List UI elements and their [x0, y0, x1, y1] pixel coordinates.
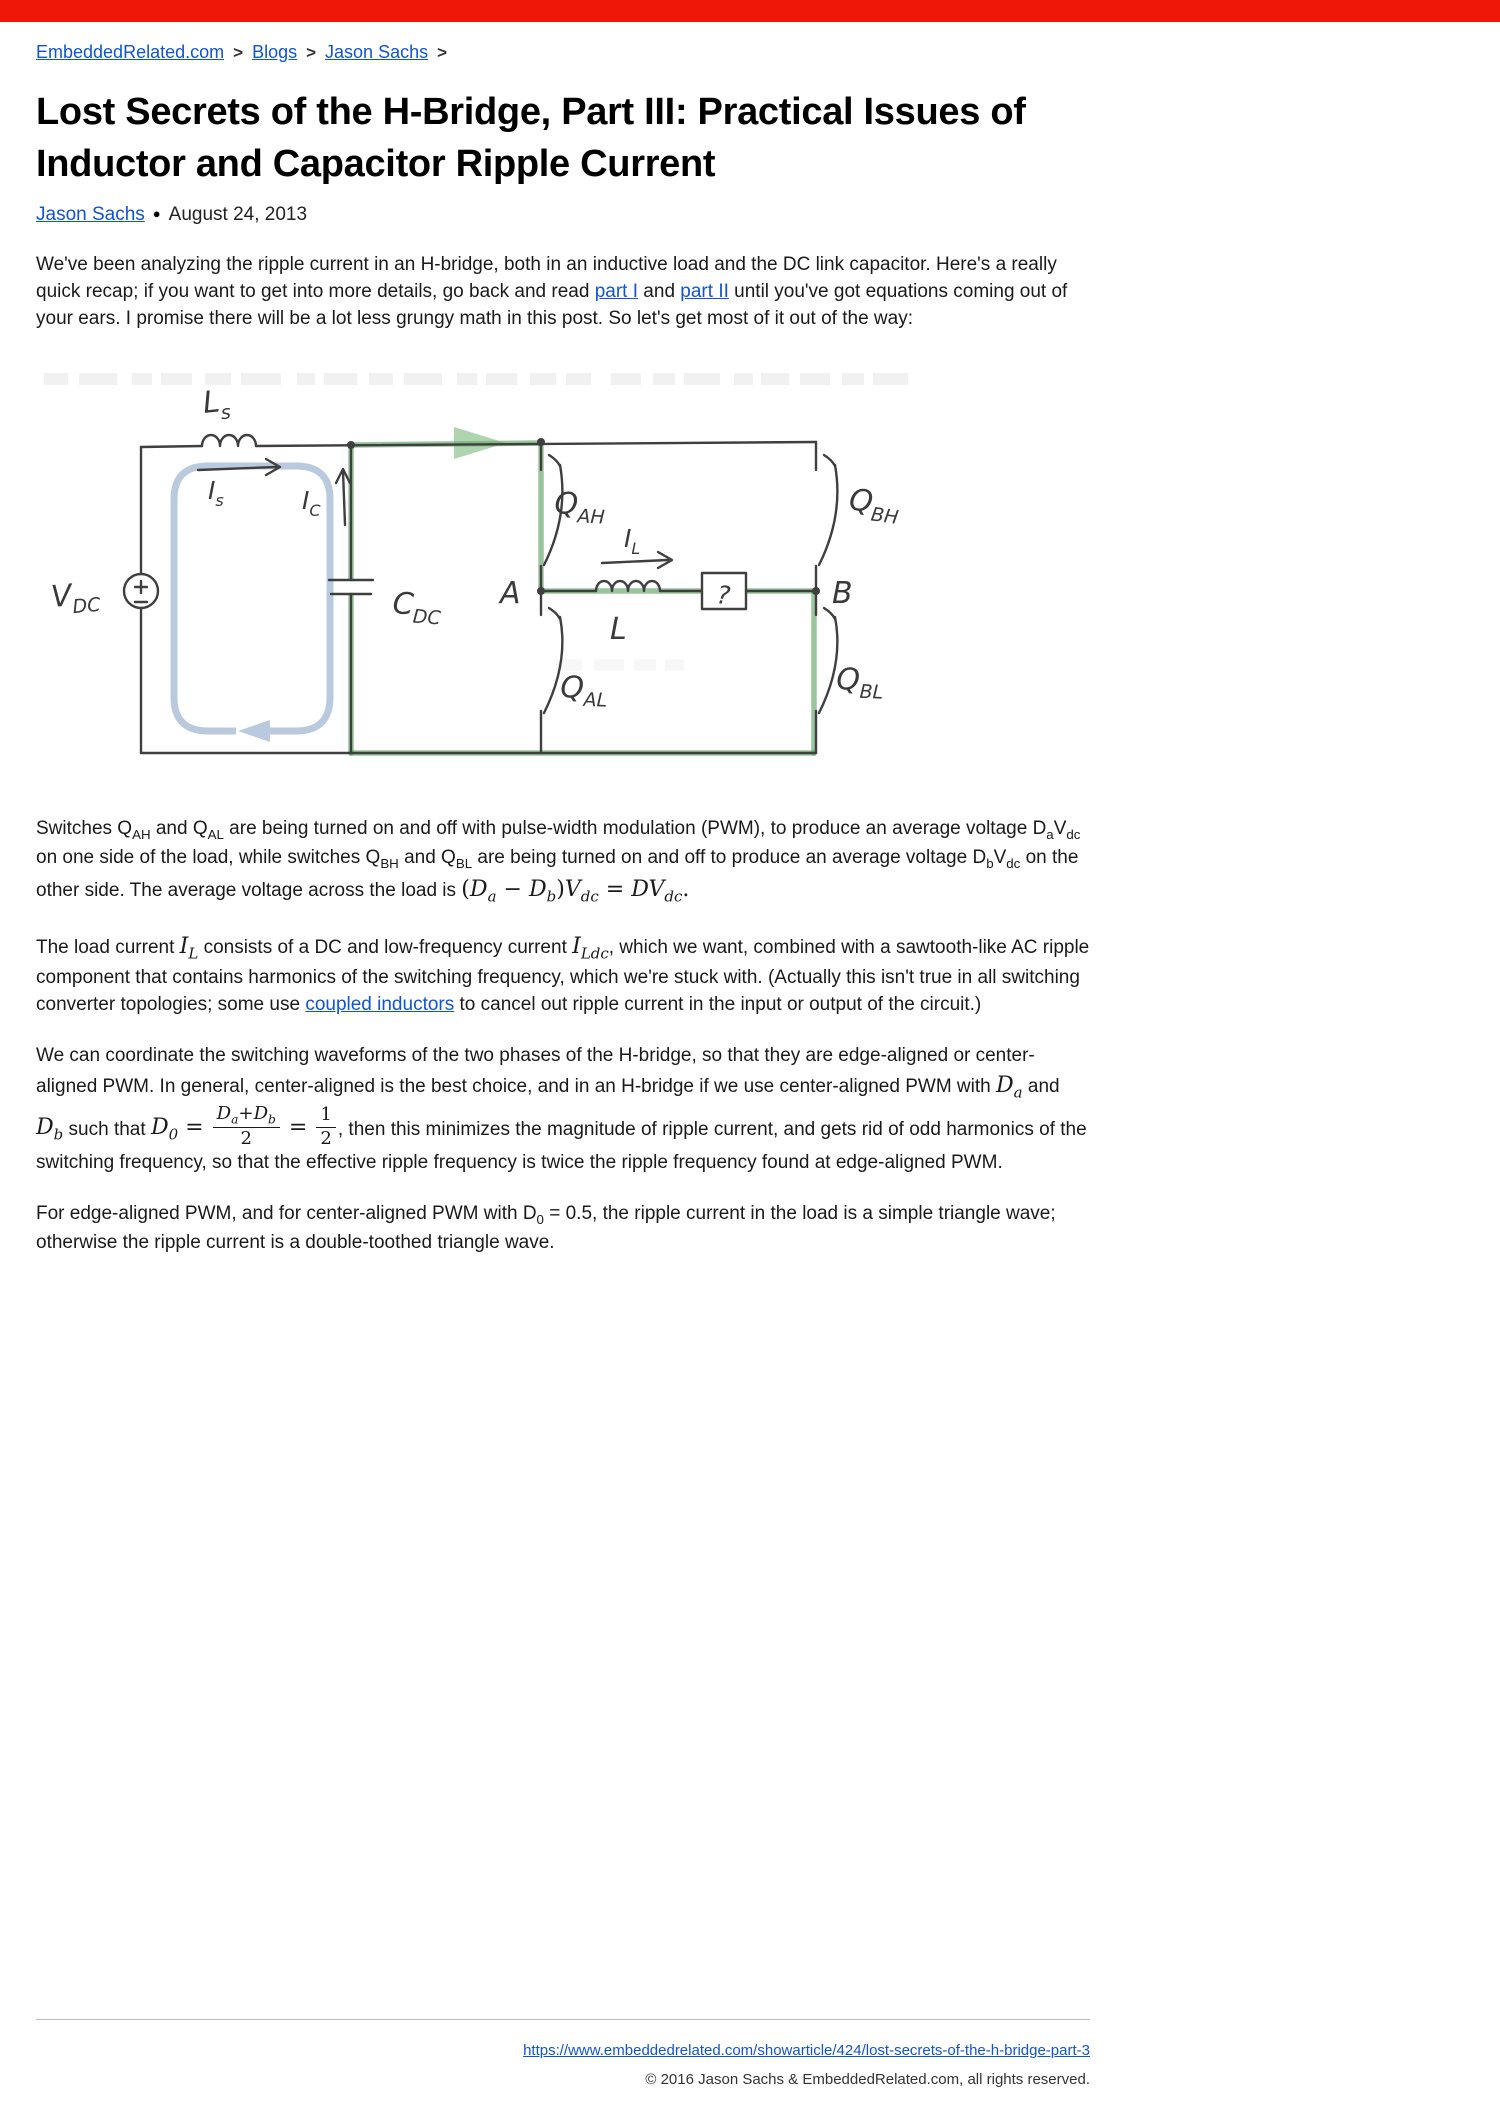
qbh-label: $Q_{BH}$	[846, 482, 900, 530]
il-label: $I_L$	[624, 524, 641, 559]
node-b-label: B	[832, 576, 853, 612]
subscript: dc	[1066, 827, 1081, 843]
paragraph-4: For edge-aligned PWM, and for center-aligned PWM with $D_0 = 0.5$, the ripple current in the load is a simple triangle wave; otherwise the ripple current is a double-toothed triangle wave.	[36, 1203, 1056, 1253]
breadcrumb-link-home[interactable]: EmbeddedRelated.com	[36, 42, 225, 62]
chevron-right-icon: >	[437, 43, 448, 62]
inline-math: $I_L$	[179, 934, 199, 963]
ls-label: $L_s$	[201, 384, 232, 425]
source-plus-sign	[135, 581, 147, 593]
inductor-l-label: L	[610, 612, 627, 648]
inline-link[interactable]: part I	[594, 281, 639, 303]
footer-divider	[36, 2019, 1090, 2020]
cdc-label: $C_{DC}$	[391, 586, 442, 630]
inline-link[interactable]: part II	[680, 281, 729, 303]
paragraph-2: The load current $I_L$ consists of a DC and low-frequency current $I_{Ldc}$, which we want, combined with a sawtooth-like AC ripple component that contains harmonics of the switching frequency, which we're stuck with. (Actually this isn't true in all switching converter topologies; some use coupled inductors to cancel out ripple current in the input or output of the circuit.)	[36, 934, 1090, 1015]
page-title: Lost Secrets of the H-Bridge, Part III: Practical Issues of Inductor and Capacitor Ripple Current	[36, 91, 1026, 185]
bullet-separator: ●	[152, 206, 161, 222]
node-a-label: A	[500, 576, 521, 612]
subscript: 0	[536, 1211, 544, 1227]
ic-arrow	[343, 471, 345, 525]
footer	[0, 2019, 1500, 2114]
figure-labels	[50, 384, 903, 712]
breadcrumb-link-blogs[interactable]: Blogs	[252, 42, 298, 62]
subscript: a	[1046, 827, 1054, 843]
switch-qbl-blade	[819, 617, 837, 713]
il-arrow	[602, 560, 668, 563]
ic-label: $I_C$	[302, 486, 321, 521]
publish-date: August 24, 2013	[168, 204, 308, 226]
intro-paragraphs	[36, 252, 1090, 333]
subscript: BH	[380, 855, 399, 871]
inline-link[interactable]: coupled inductors	[305, 993, 455, 1015]
paragraph-0: We've been analyzing the ripple current in an H-bridge, both in an inductive load and the DC link capacitor. Here's a really quick recap; if you want to get into more details, go back and read part I and part II until you've got equations coming out of your ears. I promise there will be a lot less grungy math in this post. So let's get most of it out of the way:	[36, 254, 1068, 330]
body-paragraphs	[36, 816, 1090, 1256]
is-label: $I_s$	[208, 476, 224, 511]
chevron-right-icon: >	[233, 43, 244, 62]
top-red-bar	[0, 0, 1500, 22]
inline-math: $I_{Ldc}$	[572, 934, 609, 963]
pencil-wires	[124, 435, 837, 753]
inline-math: $D_a$	[996, 1072, 1023, 1102]
inline-math: $(D_a - D_b)V_{dc} = DV_{dc}$.	[461, 876, 690, 905]
subscript: AL	[207, 827, 224, 843]
switch-qbh-blade	[819, 465, 837, 565]
subscript: AH	[132, 827, 151, 843]
main-content	[36, 22, 1090, 1281]
canonical-url-link[interactable]: https://www.embeddedrelated.com/showarticle/424/lost-secrets-of-the-h-bridge-part-3	[523, 2042, 1090, 2059]
subscript: dc	[1006, 855, 1021, 871]
copyright-notice: © 2016 Jason Sachs & EmbeddedRelated.com, all rights reserved.	[645, 2071, 1090, 2088]
mystery-box-label: ?	[715, 580, 732, 611]
breadcrumb	[36, 42, 1090, 63]
byline	[36, 204, 1090, 226]
paragraph-1: Switches $Q_{AH}$ and $Q_{AL}$ are being turned on and off with pulse-width modulation (PWM), to produce an average voltage $D_aV_{dc}$ on one side of the load, while switches $Q_{BH}$ and $Q_{BL}$ are being turned on and off to produce an average voltage $D_bV_{dc}$ on the other side. The average voltage across the load is $(D_a - D_b)V_{dc} = DV_{dc}$.	[36, 818, 1081, 905]
blue-arrowhead	[238, 720, 270, 742]
vdc-label: $V_{DC}$	[49, 578, 102, 619]
subscript: b	[986, 855, 994, 871]
subscript: BL	[455, 855, 473, 871]
qah-label: $Q_{AH}$	[553, 486, 606, 529]
qbl-label: $Q_{BL}$	[835, 662, 884, 704]
breadcrumb-link-author[interactable]: Jason Sachs	[325, 42, 429, 62]
h-bridge-circuit-sketch	[36, 363, 961, 803]
inline-math: $D_b$	[36, 1115, 64, 1144]
green-arrowhead	[454, 427, 506, 459]
chevron-right-icon: >	[306, 43, 317, 62]
author-link[interactable]: Jason Sachs	[36, 204, 145, 226]
paragraph-3: We can coordinate the switching waveforms of the two phases of the H-bridge, so that they are edge-aligned or center-aligned PWM. In general, center-aligned is the best choice, and in an H-bridge if we use center-aligned PWM with $D_a$ and $D_b$ such that $D_0$ = $\frac{D_a+D_b}{2}$ = $\frac{1}{2}$ , then this minimizes the magnitude of ripple current, and gets rid of odd harmonics of the switching frequency, so that the effective ripple frequency is twice the ripple frequency found at edge-aligned PWM.	[36, 1044, 1087, 1174]
qal-label: $Q_{AL}$	[559, 670, 608, 712]
hand-drawn-circuit-figure	[36, 363, 1090, 808]
inline-math: $D_0$ = $\frac{D_a+D_b}{2}$ = $\frac{1}{2}$	[151, 1115, 338, 1140]
